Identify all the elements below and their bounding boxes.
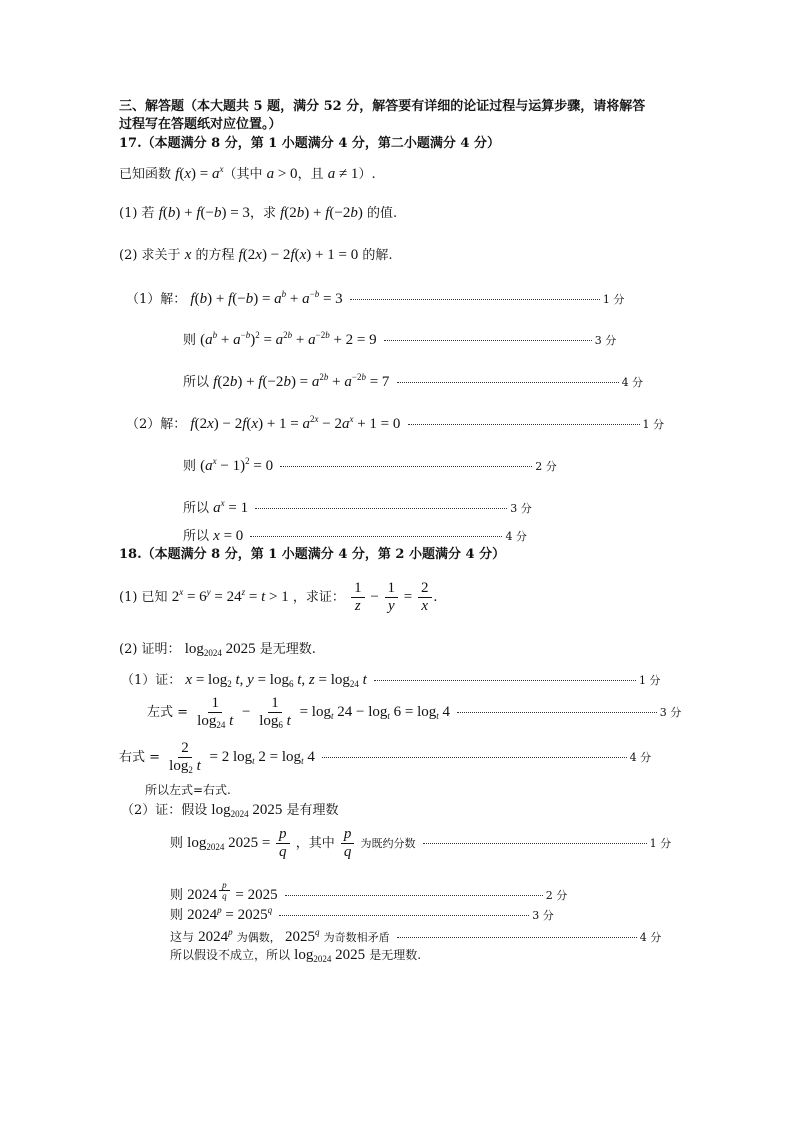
score: 1 分 [642,418,665,431]
q18-sol1-conclusion: 所以左式=右式. [145,783,231,797]
q18-sol1-right: 右式 = $\frac{2}{\log_2 t}$ = 2 $\log_t 2 = \log_t 4$ 4 分 [119,740,652,776]
q18-part2: (2) 证明： $\log_{2024} 2025$ 是无理数. [119,641,316,658]
score: 4 分 [505,530,527,543]
q18-sol1-left: 左式 = $\frac{1}{\log_{24} t}$ − $\frac{1}{\log_6 t}$ = $\log_t 24 - \log_t 6 = \log_t 4$ 3 分 [147,695,682,731]
q17-sol2-line2: 则 $(a^x - 1)^2 = 0$ 2 分 [183,456,557,474]
score: 2 分 [545,888,568,902]
q18-sol2-line3: 则 $2024^p = 2025^q$ 3 分 [170,905,554,923]
score: 4 分 [639,931,662,944]
score: 3 分 [594,334,617,347]
q17-sol1-line3: 所以 $f(2b) + f(-2b) = a^{2b} + a^{-2b} = 7$ 4 分 [183,372,644,390]
q18-sol2-assume: （2）证：假设 $\log_{2024} 2025$ 是有理数 [121,802,339,819]
score: 2 分 [535,460,557,473]
q17-sol1-line2: 则 $(a^b + a^{-b})^2 = a^{2b} + a^{-2b} + 2 = 9$ 3 分 [183,330,617,348]
q17-given: 已知函数 $f(x) = a^x$（其中 a > 0，且 a ≠ 1）. [119,164,376,182]
q18-sol1-line1: （1）证： $x = \log_2 t$, $y = \log_6 t$, $z = \log_{24} t$ 1 分 [121,672,661,689]
q17-part1: (1) 若 f(b) + f(−b) = 3，求 f(2b) + f(−2b) 的值. [119,205,398,221]
q17-sol2-line4: 所以 x = 0 4 分 [183,528,527,544]
score: 4 分 [629,751,652,765]
q17-part2: (2) 求关于 x 的方程 f(2x) − 2f(x) + 1 = 0 的解. [119,247,393,263]
q17-heading: 17.（本题满分 8 分，第 1 小题满分 4 分，第二小题满分 4 分） [119,136,501,151]
score: 1 分 [638,674,661,687]
score: 3 分 [510,502,532,515]
section-title-line1: 三、解答题（本大题共 5 题，满分 52 分，解答要有详细的论证过程与运算步骤，请将解答 [119,99,646,114]
q18-sol2-final: 所以假设不成立，所以 $\log_{2024} 2025$ 是无理数. [170,947,422,964]
score: 3 分 [532,909,554,922]
q17-sol1-line1: （1）解： $f(b) + f(-b) = a^b + a^{-b} = 3$ 1 分 [126,289,625,307]
q17-sol2-line1: （2）解： $f(2x) - 2f(x) + 1 = a^{2x} - 2a^x + 1 = 0$ 1 分 [126,414,665,432]
score: 1 分 [602,293,625,306]
score: 1 分 [649,837,672,851]
q17-sol2-line3: 所以 $a^x = 1$ 3 分 [183,498,532,516]
q18-sol2-line4: 这与 2024$^p$ 为偶数， 2025$^q$ 为奇数相矛盾 4 分 [170,927,662,945]
q18-part1: (1) 已知 $2^x = 6^y = 24^z = t > 1$ ，求证： $\frac{1}{z}$ − $\frac{1}{y}$ = $\frac{2}{x}$ . [119,580,438,615]
q18-heading: 18.（本题满分 8 分，第 1 小题满分 4 分，第 2 小题满分 4 分） [119,547,506,562]
section-title-line2: 过程写在答题纸对应位置。） [119,117,282,132]
score: 3 分 [659,706,682,720]
q18-sol2-line2: 则 2024 $^{\frac{p}{q}}$ = 2025 2 分 [170,880,568,903]
q18-sol2-line1: 则 $\log_{2024} 2025$ = $\frac{p}{q}$ ，其中 $\frac{p}{q}$ 为既约分数 1 分 [170,826,672,861]
score: 4 分 [621,376,644,389]
